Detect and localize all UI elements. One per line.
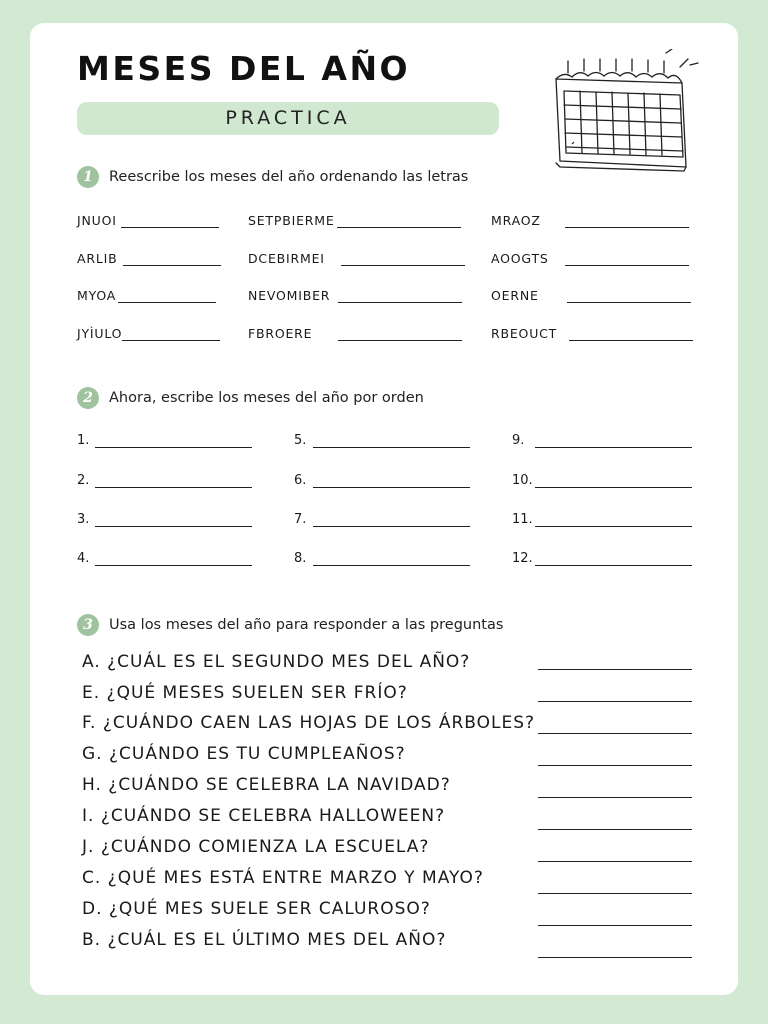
answer-line[interactable]: [95, 525, 252, 527]
order-number: 8.: [294, 551, 307, 566]
answer-line[interactable]: [313, 446, 470, 448]
answer-line[interactable]: [538, 828, 692, 830]
answer-line[interactable]: [313, 525, 470, 527]
scramble-item: [77, 213, 219, 228]
question: J. ¿CUÁNDO COMIENZA LA ESCUELA?: [82, 837, 430, 857]
answer-line[interactable]: [313, 564, 470, 566]
order-item: [294, 433, 470, 448]
instruction-1-text: Reescribe los meses del año ordenando las letras: [109, 169, 469, 185]
worksheet: [30, 23, 738, 995]
scrambled-word: RBEOUCT: [491, 326, 558, 341]
answer-line[interactable]: [538, 700, 692, 702]
scrambled-word: JYÌULO: [77, 326, 123, 341]
question: B. ¿CUÁL ES EL ÚLTIMO MES DEL AÑO?: [82, 930, 447, 950]
order-item: [77, 551, 252, 566]
scramble-item: [77, 326, 220, 341]
order-item: [512, 551, 692, 566]
answer-line[interactable]: [313, 486, 470, 488]
answer-line[interactable]: [538, 668, 692, 670]
order-number: 10.: [512, 473, 533, 488]
answer-line[interactable]: [569, 339, 693, 341]
instruction-2-text: Ahora, escribe los meses del año por orden: [109, 390, 424, 406]
answer-line[interactable]: [535, 564, 692, 566]
scrambled-word: SETPBIERME: [248, 213, 335, 228]
scrambled-word: MYOA: [77, 288, 117, 303]
answer-line[interactable]: [337, 226, 461, 228]
order-number: 12.: [512, 551, 533, 566]
answer-line[interactable]: [538, 924, 692, 926]
order-item: [77, 433, 252, 448]
answer-line[interactable]: [538, 860, 692, 862]
step-badge-3: 3: [77, 614, 99, 636]
instruction-3-text: Usa los meses del año para responder a las preguntas: [109, 617, 504, 633]
answer-line[interactable]: [567, 301, 691, 303]
scramble-item: [77, 288, 216, 303]
scrambled-word: MRAOZ: [491, 213, 541, 228]
scrambled-word: OERNE: [491, 288, 539, 303]
scrambled-word: NEVOMIBER: [248, 288, 331, 303]
answer-line[interactable]: [565, 226, 689, 228]
scramble-item: [248, 213, 461, 228]
answer-line[interactable]: [341, 264, 465, 266]
scrambled-word: JNUOI: [77, 213, 117, 228]
answer-line[interactable]: [535, 525, 692, 527]
instruction-2: [77, 387, 424, 409]
order-item: [77, 473, 252, 488]
scramble-item: [248, 251, 465, 266]
order-number: 3.: [77, 512, 90, 527]
scramble-item: [248, 288, 462, 303]
step-badge-1: 1: [77, 166, 99, 188]
order-number: 9.: [512, 433, 525, 448]
answer-line[interactable]: [118, 301, 216, 303]
order-item: [294, 512, 470, 527]
answer-line[interactable]: [95, 486, 252, 488]
answer-line[interactable]: [122, 339, 220, 341]
answer-line[interactable]: [538, 764, 692, 766]
order-item: [294, 551, 470, 566]
answer-line[interactable]: [538, 732, 692, 734]
answer-line[interactable]: [95, 564, 252, 566]
instruction-1: [77, 166, 468, 188]
order-number: 5.: [294, 433, 307, 448]
answer-line[interactable]: [121, 226, 219, 228]
question: I. ¿CUÁNDO SE CELEBRA HALLOWEEN?: [82, 806, 446, 826]
answer-line[interactable]: [338, 339, 462, 341]
order-number: 4.: [77, 551, 90, 566]
order-number: 2.: [77, 473, 90, 488]
order-item: [294, 473, 470, 488]
order-item: [512, 512, 692, 527]
order-number: 1.: [77, 433, 90, 448]
order-number: 11.: [512, 512, 533, 527]
answer-line[interactable]: [538, 892, 692, 894]
scramble-item: [491, 213, 689, 228]
question: F. ¿CUÁNDO CAEN LAS HOJAS DE LOS ÁRBOLES?: [82, 713, 536, 733]
answer-line[interactable]: [338, 301, 462, 303]
answer-line[interactable]: [538, 956, 692, 958]
question: D. ¿QUÉ MES SUELE SER CALUROSO?: [82, 899, 431, 919]
order-number: 6.: [294, 473, 307, 488]
answer-line[interactable]: [538, 796, 692, 798]
answer-line[interactable]: [95, 446, 252, 448]
answer-line[interactable]: [535, 446, 692, 448]
scrambled-word: DCEBIRMEI: [248, 251, 325, 266]
calendar-icon: [554, 49, 702, 173]
order-number: 7.: [294, 512, 307, 527]
answer-line[interactable]: [123, 264, 221, 266]
question: C. ¿QUÉ MES ESTÁ ENTRE MARZO Y MAYO?: [82, 868, 484, 888]
order-item: [77, 512, 252, 527]
scrambled-word: AOOGTS: [491, 251, 549, 266]
order-item: [512, 473, 692, 488]
answer-line[interactable]: [565, 264, 689, 266]
subtitle-banner: PRACTICA: [77, 102, 499, 135]
scramble-item: [491, 251, 689, 266]
instruction-3: [77, 614, 503, 636]
scrambled-word: ARLIB: [77, 251, 118, 266]
page-title: MESES DEL AÑO: [77, 49, 411, 88]
step-badge-2: 2: [77, 387, 99, 409]
scramble-item: [248, 326, 462, 341]
scramble-item: [491, 288, 691, 303]
answer-line[interactable]: [535, 486, 692, 488]
question: E. ¿QUÉ MESES SUELEN SER FRÍO?: [82, 683, 408, 703]
scramble-item: [77, 251, 221, 266]
question: H. ¿CUÁNDO SE CELEBRA LA NAVIDAD?: [82, 775, 451, 795]
question: A. ¿CUÁL ES EL SEGUNDO MES DEL AÑO?: [82, 652, 471, 672]
question: G. ¿CUÁNDO ES TU CUMPLEAÑOS?: [82, 744, 406, 764]
order-item: [512, 433, 692, 448]
scrambled-word: FBROERE: [248, 326, 313, 341]
scramble-item: [491, 326, 693, 341]
